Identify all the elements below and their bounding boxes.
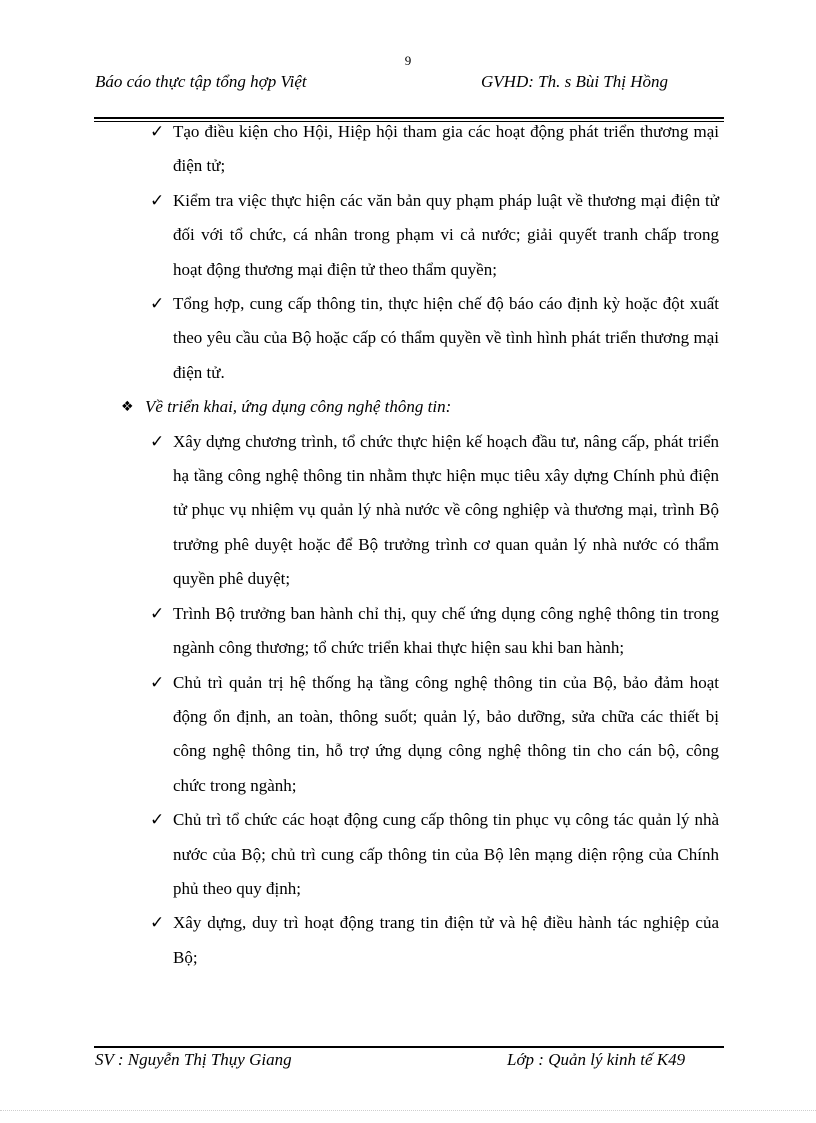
header-supervisor: GVHD: Th. s Bùi Thị Hồng: [481, 72, 669, 91]
list-item-text: Kiểm tra việc thực hiện các văn bản quy phạm pháp luật về thương mại điện tử đối với tổ chức, cá nhân trong phạm vi cả nước; giải quyết tranh chấp trong hoạt động thương mại điện tử theo thẩm quyền;: [173, 190, 719, 279]
list-item-text: Xây dựng chương trình, tổ chức thực hiện kế hoạch đầu tư, nâng cấp, phát triển hạ tầng công nghệ thông tin nhằm thực hiện mục tiêu xây dựng Chính phủ điện tử phục vụ nhiệm vụ quản lý nhà nước về công nghiệp và thương mại, trình Bộ trưởng phê duyệt hoặc để Bộ trưởng trình cơ quan quản lý nhà nước có thẩm quyền phê duyệt;: [173, 431, 719, 589]
header-report-title: Báo cáo thực tập tổng hợp Việt: [95, 72, 307, 91]
checkmark-icon: ✓: [150, 913, 165, 934]
list-item: [0, 184, 816, 287]
list-item-text: Chủ trì quản trị hệ thống hạ tầng công nghệ thông tin của Bộ, bảo đảm hoạt động ổn định, an toàn, thông suốt; quản lý, bảo dưỡng, sửa chữa các thiết bị công nghệ thông tin, hỗ trợ ứng dụng công nghệ thông tin cho cán bộ, công chức trong ngành;: [173, 672, 719, 795]
footer-class: Lớp : Quản lý kinh tế K49: [507, 1050, 686, 1069]
checkmark-icon: ✓: [150, 122, 165, 142]
list-item-text: Tổng hợp, cung cấp thông tin, thực hiện chế độ báo cáo định kỳ hoặc đột xuất theo yêu cầu của Bộ hoặc cấp có thẩm quyền về tình hình phát triển thương mại điện tử.: [173, 294, 719, 382]
diamond-bullet-icon: ❖: [121, 399, 134, 416]
section-heading-text: Về triển khai, ứng dụng công nghệ thông tin:: [145, 397, 452, 417]
checkmark-icon: ✓: [150, 603, 165, 624]
document-body: [0, 115, 816, 975]
list-item: [0, 287, 816, 390]
checkmark-icon: ✓: [150, 190, 165, 211]
list-item-text: Tạo điều kiện cho Hội, Hiệp hội tham gia các hoạt động phát triển thương mại điện tử;: [173, 122, 719, 176]
section-heading: [0, 390, 816, 424]
list-item: [0, 666, 816, 804]
footer-student: SV : Nguyễn Thị Thụy Giang: [95, 1050, 292, 1069]
footer-divider: [94, 1046, 724, 1048]
checkmark-icon: ✓: [150, 294, 165, 315]
page-number: 9: [404, 53, 412, 68]
list-item-text: Chủ trì tổ chức các hoạt động cung cấp thông tin phục vụ công tác quản lý nhà nước của Bộ; chủ trì cung cấp thông tin của Bộ lên mạng diện rộng của Chính phủ theo quy định;: [173, 810, 719, 898]
list-item: [0, 906, 816, 975]
list-item: [0, 597, 816, 666]
checkmark-icon: ✓: [150, 672, 165, 693]
list-item: [0, 803, 816, 906]
list-item-text: Xây dựng, duy trì hoạt động trang tin điện tử và hệ điều hành tác nghiệp của Bộ;: [173, 913, 719, 967]
list-item: [0, 425, 816, 597]
list-item: [0, 115, 816, 184]
list-item-text: Trình Bộ trưởng ban hành chỉ thị, quy chế ứng dụng công nghệ thông tin trong ngành công thương; tổ chức triển khai thực hiện sau khi ban hành;: [173, 603, 719, 658]
checkmark-icon: ✓: [150, 810, 165, 831]
checkmark-icon: ✓: [150, 431, 165, 452]
page-edge: [0, 1110, 816, 1111]
